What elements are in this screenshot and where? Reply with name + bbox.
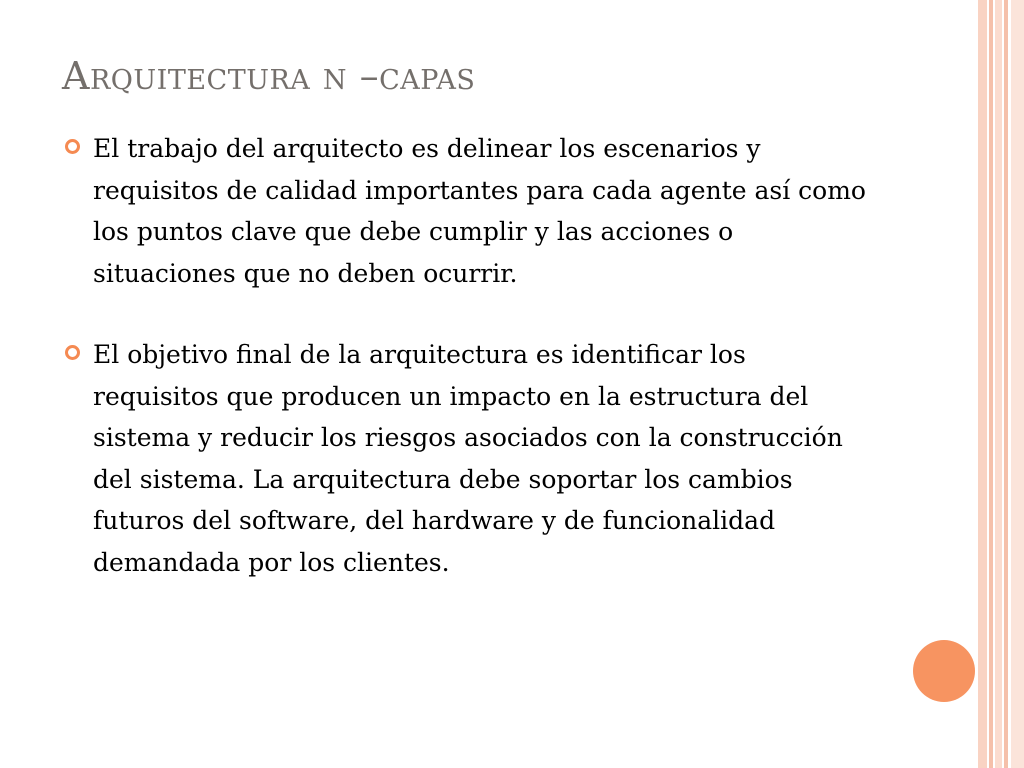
decorative-circle xyxy=(913,640,975,702)
decorative-stripe xyxy=(1004,0,1008,768)
decorative-stripe xyxy=(978,0,987,768)
decorative-stripe xyxy=(989,0,993,768)
circle-bullet-icon xyxy=(65,345,80,360)
bullet-list xyxy=(62,128,872,623)
decorative-stripe xyxy=(1011,0,1024,768)
bullet-item xyxy=(62,128,872,294)
bullet-text: El objetivo final de la arquitectura es identificar los requisitos que producen un impacto en la estructura del sistema y reducir los riesgos asociados con la construcción del sistema. La arquitectura debe soportar los cambios futuros del software, del hardware y de funcionalidad demandada por los clientes. xyxy=(93,340,843,577)
slide-title: Arquitectura n –capas xyxy=(62,54,476,98)
bullet-text: El trabajo del arquitecto es delinear los escenarios y requisitos de calidad importantes para cada agente así como los puntos clave que debe cumplir y las acciones o situaciones que no deben ocurrir. xyxy=(93,134,866,288)
bullet-item xyxy=(62,334,872,583)
decorative-stripe xyxy=(995,0,1002,768)
circle-bullet-icon xyxy=(65,139,80,154)
